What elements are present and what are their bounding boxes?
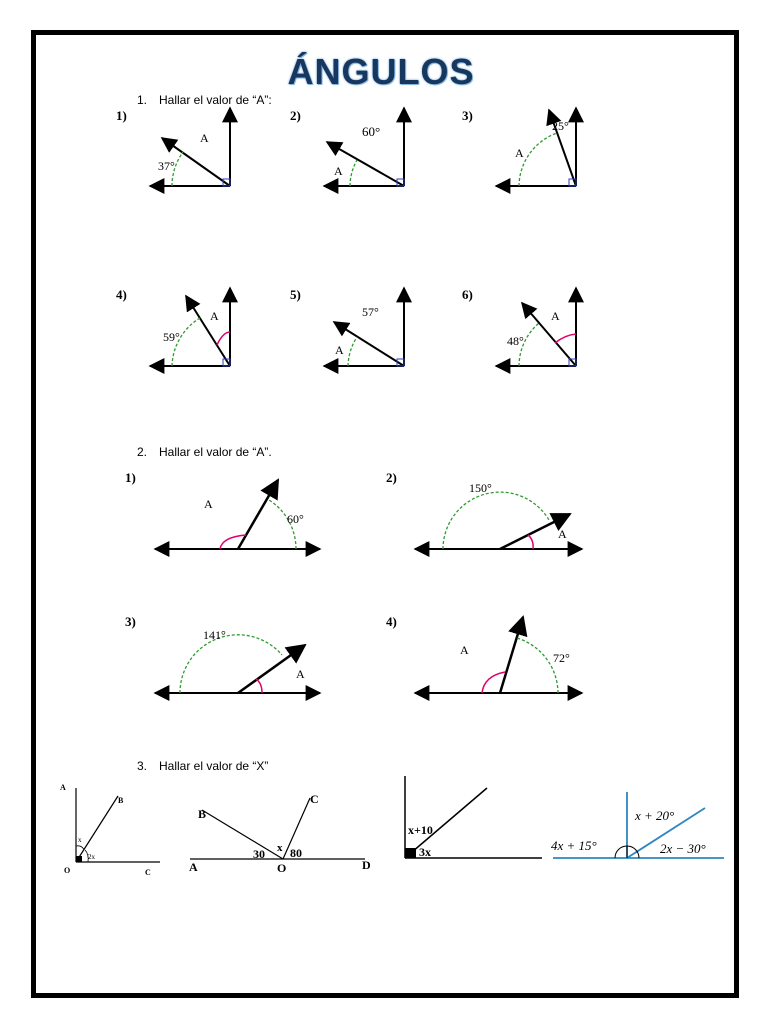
s2-p1-oblique-ray [238,480,278,549]
s2-p3-given: 141° [203,628,226,642]
section1-number: 1. [137,93,148,107]
s3-f3-angle-bottom: 3x [419,845,431,859]
s3-f4-angle-right: 2x − 30° [660,841,706,856]
s1-p1-given: 37° [158,159,175,173]
s2-p3-given-arc [180,635,282,693]
s3-f3-right-angle-mark [405,848,416,858]
s3-f1-angle-x-arc [76,846,84,850]
s3-figure-1 [60,783,160,877]
s1-p6-oblique-ray [522,303,576,366]
s3-f1-right-angle-mark [76,856,82,862]
section1-text: Hallar el valor de “A”: [159,93,272,107]
s3-f2-label-b: B [198,807,207,821]
s1-p6-given: 48° [507,334,524,348]
s2-p4-given-arc [517,638,558,693]
s3-f1-label-c: C [145,868,151,877]
s2-p3-unknown: A [296,667,305,681]
s2-p4-unknown: A [460,643,469,657]
s3-f1-label-a: A [60,783,66,792]
s1-p5-unknown-arc [348,337,357,366]
s1-p2-given: 60° [362,124,381,139]
s3-f4-angle-middle: x + 20° [635,808,675,823]
s1-p4-label: 4) [116,287,127,302]
section2-text: Hallar el valor de “A”. [159,445,272,459]
s1-p3-unknown: A [515,146,524,160]
s3-f2-label-a: A [189,860,198,874]
s2-p1-unknown: A [204,497,213,511]
s1-p1-label: 1) [116,108,127,123]
s3-f2-label-c: C [310,792,319,806]
page-title: ÁNGULOS [287,51,475,92]
s3-f4-angle-left: 4x + 15° [551,838,597,853]
s2-problem-2 [386,470,582,549]
s1-p4-given: 59° [163,330,180,344]
s2-p2-given: 150° [469,481,492,495]
section2-number: 2. [137,445,148,459]
s1-p4-unknown-arc [217,332,230,345]
s2-p2-given-arc [443,492,549,549]
s1-problem-2 [290,108,404,186]
s1-problem-1 [116,108,230,186]
s3-f1-label-o: O [64,866,71,875]
s1-problem-4 [116,287,230,366]
s1-p6-unknown: A [551,309,560,323]
s1-p2-unknown-arc [350,160,357,186]
s2-p2-unknown-arc [528,535,533,549]
s3-f1-label-2x: 2x [88,853,95,861]
s1-p2-unknown: A [334,164,343,178]
s1-problem-5 [290,287,404,366]
s2-problem-1 [125,470,320,549]
s2-p1-label: 1) [125,470,136,485]
s3-figure-2 [189,792,371,875]
s1-problem-6 [462,287,576,366]
s3-f1-ray-ob [76,796,118,862]
s2-p3-label: 3) [125,614,136,629]
s3-f2-ray-ob [202,810,283,859]
s3-figure-4 [551,792,724,858]
s3-f2-angle-30: 30 [253,847,265,861]
s1-p1-unknown: A [200,131,209,145]
s1-p5-unknown: A [335,343,344,357]
s1-p2-label: 2) [290,108,301,123]
section3-number: 3. [137,759,148,773]
s2-p4-given: 72° [553,651,570,665]
s2-p4-label: 4) [386,614,397,629]
s3-figure-3 [405,776,542,859]
s1-p5-given: 57° [362,305,379,319]
s1-p6-unknown-arc [555,334,576,343]
s3-f2-label-d: D [362,858,371,872]
s1-p3-unknown-arc [519,133,557,186]
s1-p5-oblique-ray [334,322,404,366]
s3-f2-angle-x: x [277,842,283,854]
s1-p4-oblique-ray [186,296,230,366]
s3-f1-label-x: x [78,836,82,844]
s2-problem-4 [386,614,582,693]
s1-p4-unknown: A [210,309,219,323]
s2-p2-label: 2) [386,470,397,485]
s1-p6-label: 6) [462,287,473,302]
s1-p3-given: 25° [552,119,569,133]
s2-p1-given: 60° [287,512,304,526]
s2-p3-unknown-arc [256,679,262,693]
s2-problem-3 [125,614,320,693]
s3-f3-angle-top: x+10 [408,823,433,837]
s3-f2-label-o: O [277,861,287,875]
s2-p4-oblique-ray [500,617,523,693]
s1-p5-label: 5) [290,287,301,302]
s3-f2-angle-80: 80 [290,846,302,860]
s1-p3-label: 3) [462,108,473,123]
s3-f1-label-b: B [118,796,124,805]
s1-problem-3 [462,108,576,186]
s2-p3-oblique-ray [238,645,305,693]
s2-p2-unknown: A [558,527,567,541]
section3-text: Hallar el valor de “X” [159,759,269,773]
